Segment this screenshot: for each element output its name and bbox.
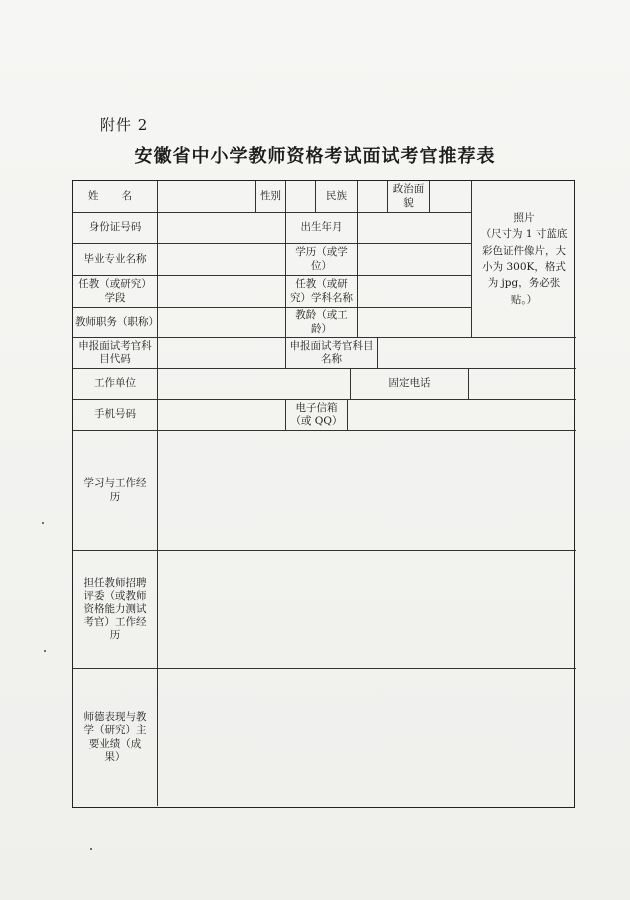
achievements-field[interactable] [158,669,576,806]
recommendation-form [72,180,575,808]
gender-label: 性别 [256,181,286,213]
landline-field[interactable] [469,369,576,400]
exam-subject-code-field[interactable] [158,338,286,369]
mobile-label: 手机号码 [73,400,158,431]
education-label: 学历（或学位） [286,244,358,276]
scan-speck [90,848,92,850]
major-label: 毕业专业名称 [73,244,158,276]
teaching-subject-label: 任教（或研究）学科名称 [286,276,358,308]
name-field[interactable] [158,181,256,213]
gender-field[interactable] [286,181,316,213]
mobile-field[interactable] [158,400,286,431]
exam-subject-name-label: 申报面试考官科目名称 [286,338,378,369]
attachment-label: 附件 2 [100,116,149,134]
title-rank-label: 教师职务（职称） [73,308,158,338]
name-label: 姓 名 [73,181,158,213]
scan-speck [44,650,46,652]
page-title: 安徽省中小学教师资格考试面试考官推荐表 [134,146,496,167]
workplace-label: 工作单位 [73,369,158,400]
education-field[interactable] [358,244,472,276]
scan-speck [42,522,44,524]
id-number-field[interactable] [158,213,286,244]
email-label: 电子信箱（或 QQ） [286,400,348,431]
landline-label: 固定电话 [351,369,469,400]
exam-subject-name-field[interactable] [378,338,576,369]
photo-label: 照片 [513,212,535,225]
examiner-experience-label: 担任教师招聘评委（或教师资格能力测试考官）工作经历 [73,551,158,669]
examiner-experience-field[interactable] [158,551,576,669]
achievements-label: 师德表现与教学（研究）主要业绩（成果） [73,669,158,806]
teaching-stage-label: 任教（或研究）学段 [73,276,158,308]
teaching-stage-field[interactable] [158,276,286,308]
exam-subject-code-label: 申报面试考官科目代码 [73,338,158,369]
title-rank-field[interactable] [158,308,286,338]
ethnicity-field[interactable] [358,181,388,213]
email-field[interactable] [348,400,576,431]
political-status-field[interactable] [430,181,472,213]
teaching-years-label: 教龄（或工龄） [286,308,358,338]
ethnicity-label: 民族 [316,181,358,213]
teaching-years-field[interactable] [358,308,472,338]
workplace-field[interactable] [158,369,351,400]
id-number-label: 身份证号码 [73,213,158,244]
major-field[interactable] [158,244,286,276]
political-status-label: 政治面貌 [388,181,430,213]
photo-note: （尺寸为 1 寸蓝底彩色证件像片，大小为 300K，格式为 jpg，务必张贴。） [480,228,568,306]
birth-date-label: 出生年月 [286,213,358,244]
study-work-field[interactable] [158,431,576,551]
birth-date-field[interactable] [358,213,472,244]
study-work-label: 学习与工作经历 [73,431,158,551]
photo-box[interactable] [472,181,576,338]
teaching-subject-field[interactable] [358,276,472,308]
